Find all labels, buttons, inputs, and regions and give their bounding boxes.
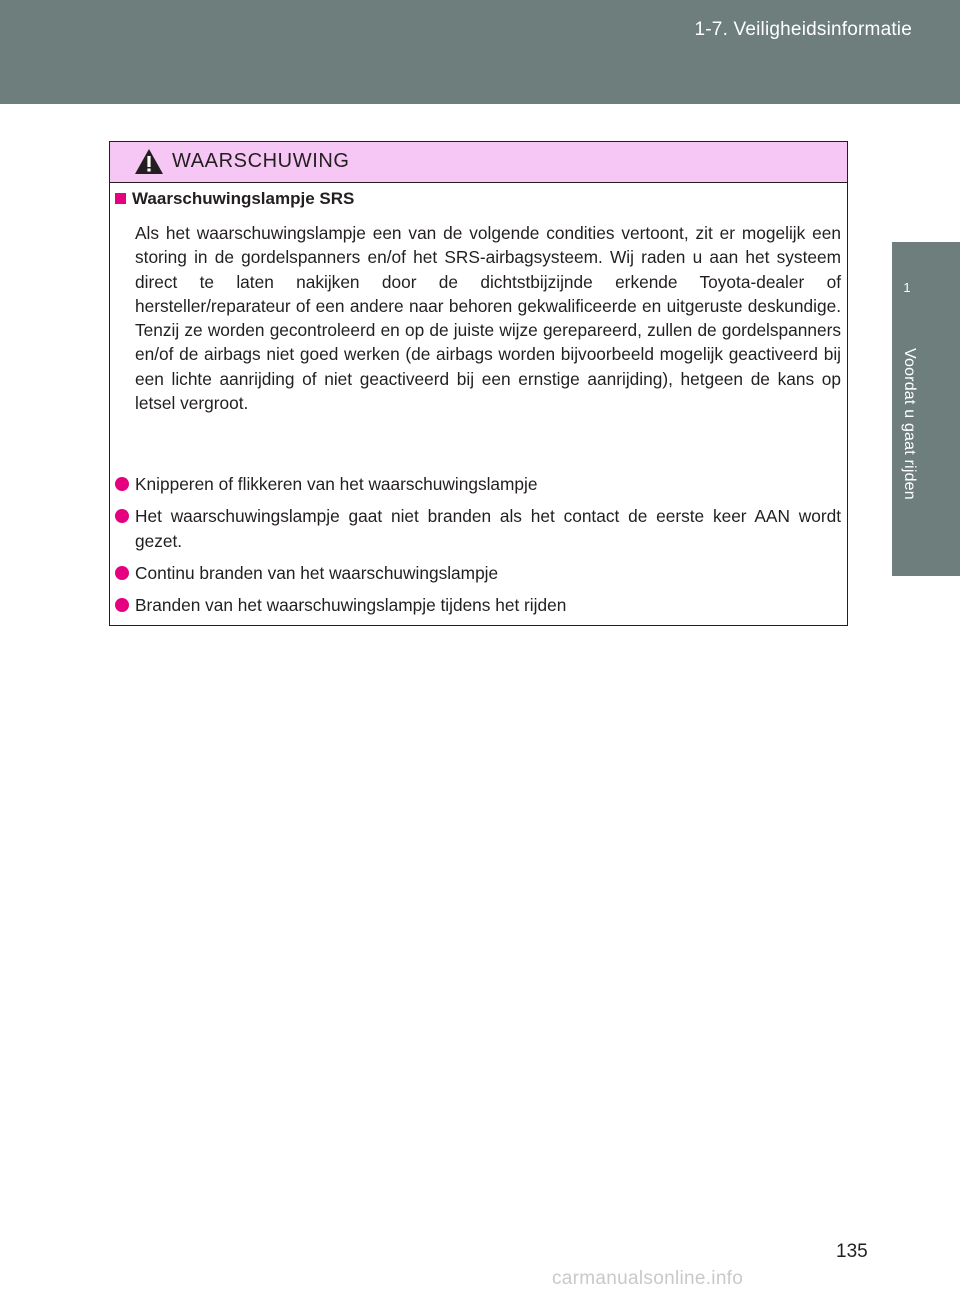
round-bullet-icon <box>115 598 129 612</box>
chapter-label-tab <box>892 336 960 576</box>
warning-title: WAARSCHUWING <box>172 150 350 172</box>
chapter-tab <box>892 242 960 336</box>
list-item-text: Branden van het waarschuwingslampje tijdens het rijden <box>135 595 567 616</box>
square-bullet-icon <box>115 193 126 204</box>
list-item <box>115 593 841 617</box>
list-item-text: Knipperen of flikkeren van het waarschuwingslampje <box>135 474 538 494</box>
page-header <box>0 0 960 104</box>
list-item <box>115 504 841 553</box>
warning-header <box>110 142 847 183</box>
round-bullet-icon <box>115 477 129 491</box>
page-number: 135 <box>836 1241 868 1262</box>
list-item <box>115 561 841 585</box>
section-title: 1-7. Veiligheidsinformatie <box>694 19 912 40</box>
warning-box <box>109 141 848 626</box>
round-bullet-icon <box>115 509 129 523</box>
list-item-text: Het waarschuwingslampje gaat niet branden als het contact de eerste keer AAN wordt gezet. <box>135 506 841 551</box>
list-item-text: Continu branden van het waarschuwingslampje <box>135 562 499 583</box>
round-bullet-icon <box>115 566 129 580</box>
list-item <box>115 472 841 496</box>
warning-triangle-icon <box>134 148 164 175</box>
warning-condition-list <box>115 472 841 625</box>
chapter-label: Voordat u gaat rijden <box>901 348 918 500</box>
watermark: carmanualsonline.info <box>552 1268 744 1289</box>
chapter-number: 1 <box>903 280 911 295</box>
warning-section-heading <box>115 189 354 209</box>
warning-paragraph: Als het waarschuwingslampje een van de volgende condities vertoont, zit er mogelijk een storing in de gordelspanners en/of het SRS-airbagsysteem. Wij raden u aan het systeem direct te laten nakijken door de dichtstbijzijnde erkende Toyota-dealer of hersteller/reparateur of een andere naar behoren gekwalificeerde en uitgeruste deskundige. Tenzij ze worden gecontroleerd en op de juiste wijze gerepareerd, zullen de gordelspanners en/of de airbags niet goed werken (de airbags worden bijvoorbeeld mogelijk geactiveerd bij een lichte aanrijding of niet geactiveerd bij een ernstige aanrijding), hetgeen de kans op letsel vergroot. <box>135 223 841 414</box>
warning-section-title: Waarschuwingslampje SRS <box>132 189 355 208</box>
